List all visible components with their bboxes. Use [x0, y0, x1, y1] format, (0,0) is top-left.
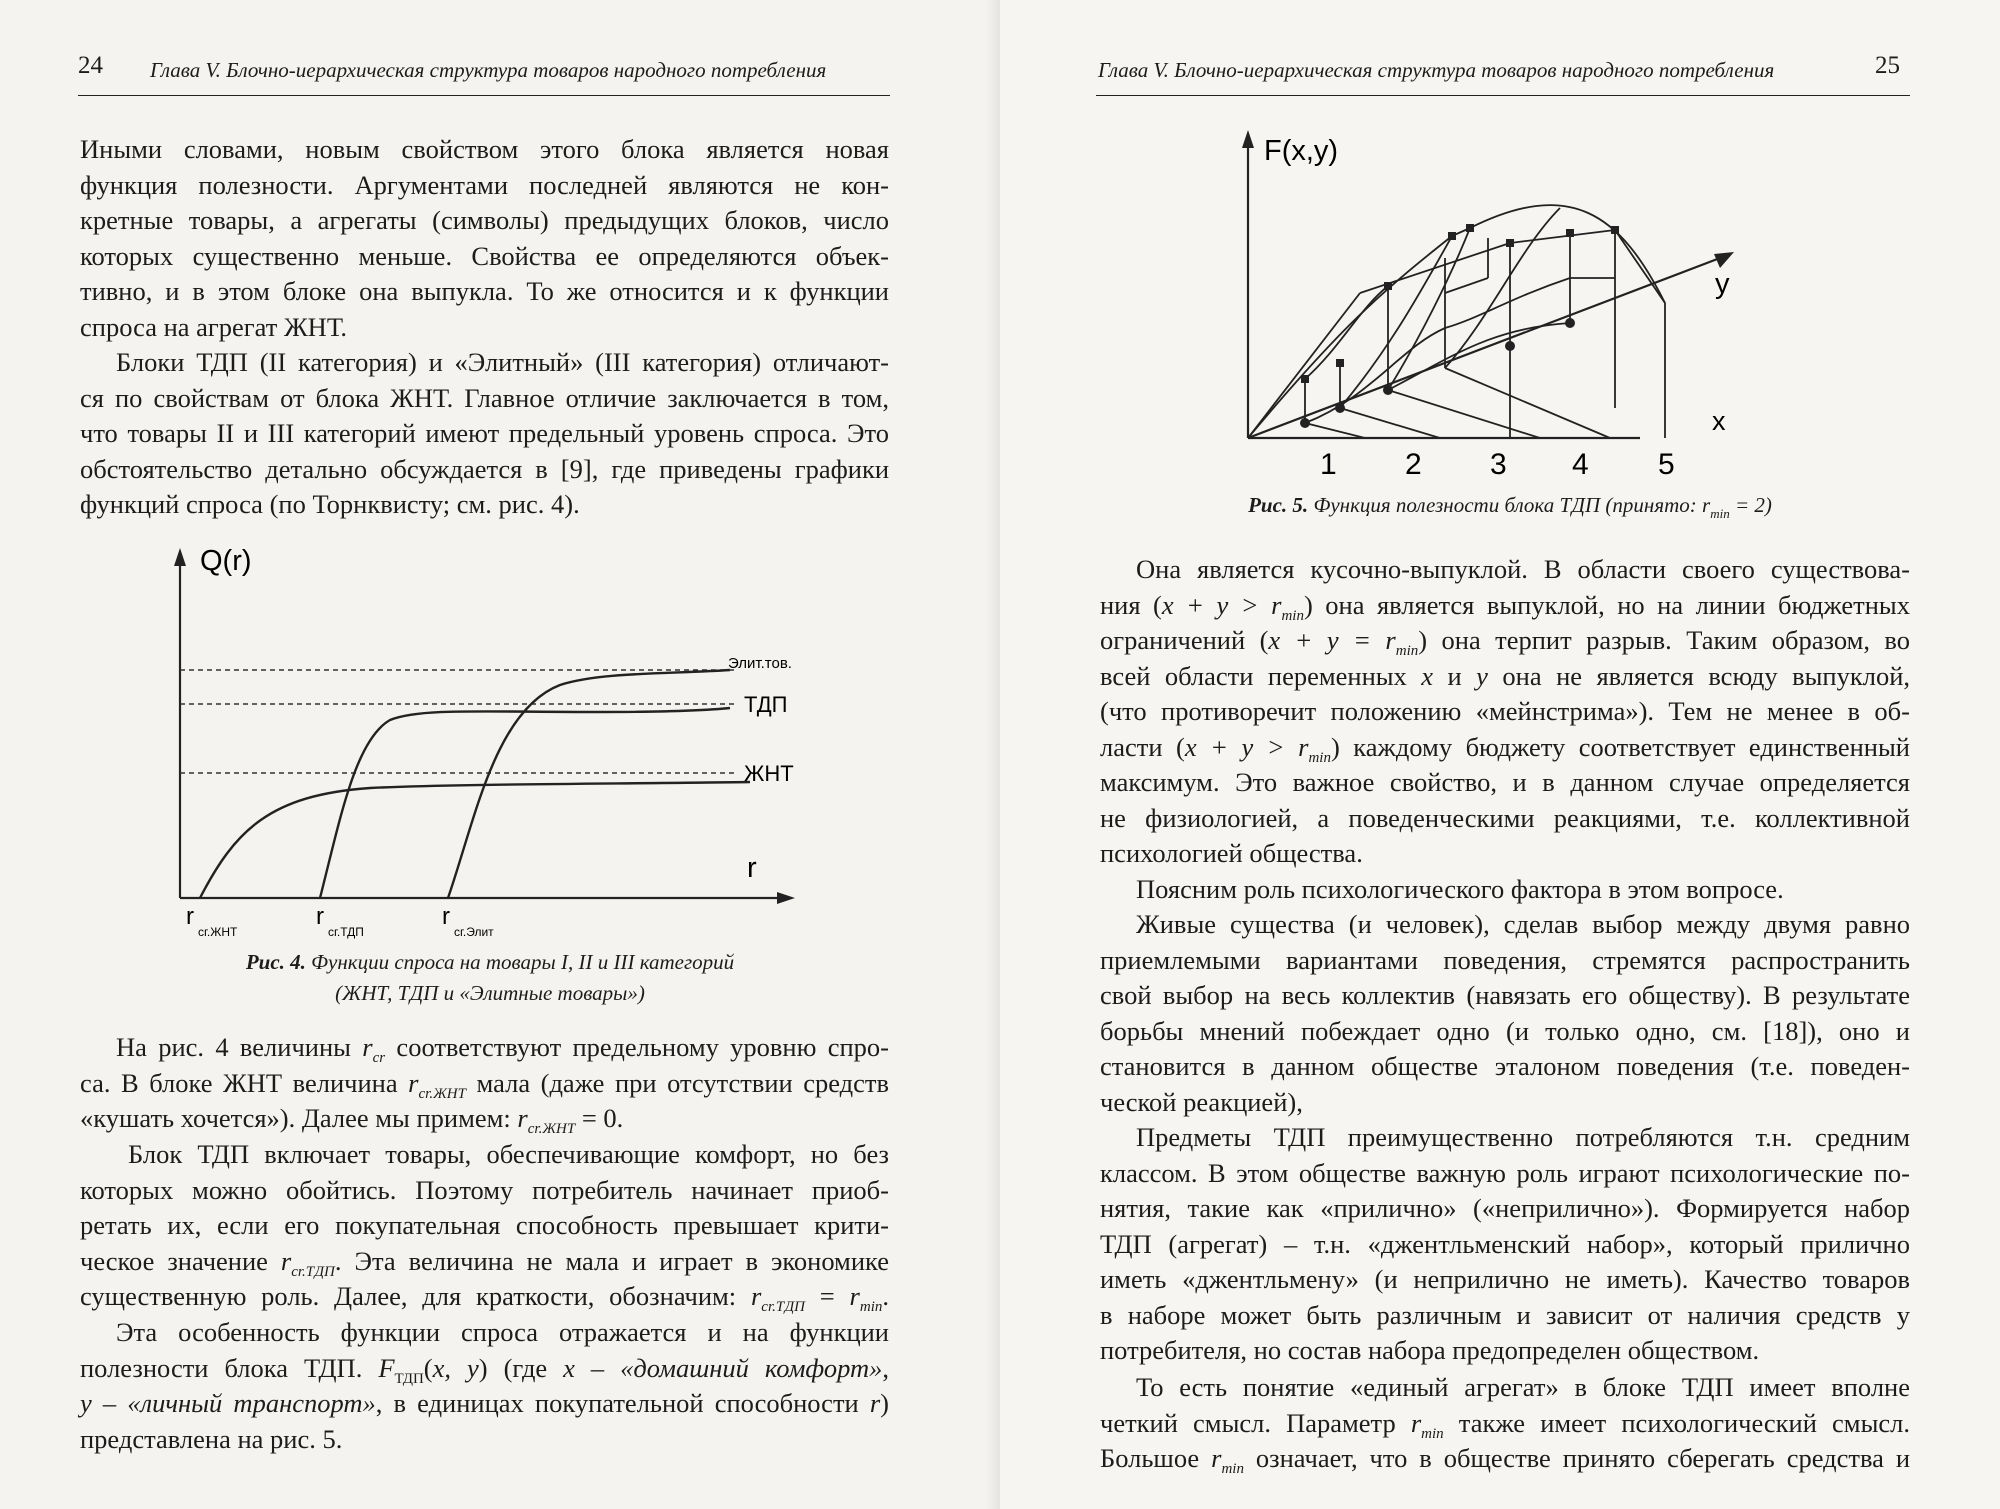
running-head: Глава V. Блочно-иерархическая структура товаров народного потребления — [1098, 58, 1775, 82]
base-point-marker — [1565, 318, 1575, 328]
text-line: ограничений $(x + y = r_{min})$ она терпит разрыв. Таким образом, во — [1100, 625, 1910, 659]
tick-r-elite: r — [442, 903, 450, 930]
paragraph — [1100, 1370, 1910, 1477]
y-axis-label: Q(r) — [200, 545, 252, 577]
max-point-marker — [1301, 375, 1309, 383]
y-axis-label: y — [1715, 268, 1730, 300]
figure-4-caption — [150, 947, 830, 1009]
utility-surface-mesh — [1248, 205, 1665, 438]
base-point-marker — [1335, 403, 1345, 413]
f-axis-label: F(x,y) — [1264, 135, 1339, 167]
text-line: функций спроса (по Торнквисту; см. рис. 4). — [80, 489, 580, 519]
text-line: Блок ТДП включает товары, обеспечивающие комфорт, но без — [128, 1139, 889, 1169]
paragraph — [1100, 1120, 1910, 1369]
x-axis-arrow — [777, 892, 795, 904]
text-line: То есть понятие «единый агрегат» в блоке ТДП имеет вполне — [1136, 1372, 1910, 1402]
caption-sub: min — [1710, 506, 1730, 521]
figure-4 — [150, 540, 830, 940]
left-header — [78, 52, 888, 98]
caption-label: Рис. 4. — [245, 950, 306, 974]
tdp-curve — [320, 708, 730, 898]
x-axis-label: x — [1712, 406, 1726, 436]
max-point-marker — [1466, 224, 1474, 232]
text-line: На рис. 4 величины $r_{cr}$ соответствуют предельному уровню спро- — [116, 1032, 889, 1066]
figure-5 — [1220, 118, 1780, 478]
paragraph — [80, 1137, 889, 1315]
text-line: психологией общества. — [1100, 838, 1363, 868]
right-header — [1098, 52, 1910, 98]
text-line: ния $(x + y > r_{min})$ она является выпуклой, но на линии бюджетных — [1100, 589, 1910, 624]
text-line: Большое $r_{min}$ означает, что в обществе принято сберегать средства и — [1100, 1443, 1910, 1477]
tick-r-zhnt: r — [186, 903, 194, 930]
text-line: ласти $(x + y > r_{min})$ каждому бюджету соответствует единственный — [1100, 731, 1910, 766]
paragraph — [1100, 552, 1910, 872]
text-line: которых можно обойтись. Поэтому потребитель начинает приоб- — [80, 1174, 889, 1205]
tick-sub-elite: сг.Элит — [454, 925, 494, 939]
paragraph — [80, 132, 889, 345]
x-tick-label: 1 — [1320, 448, 1337, 478]
max-point-marker — [1566, 229, 1574, 237]
figure-5-caption — [1160, 490, 1860, 529]
text-line: полезности блока ТДП. $F_{ТДП}(x$, y) (где x – «домашний комфорт», — [80, 1352, 890, 1387]
text-line: максимум. Это важное свойство, и в данном случае определяется — [1100, 767, 1910, 797]
paragraph — [80, 1030, 889, 1137]
tick-sub-tdp: сг.ТДП — [328, 925, 364, 939]
mesh-edge — [1305, 423, 1510, 438]
text-line: классом. В этом обществе важную роль играют психологические по- — [1100, 1157, 1910, 1188]
base-point-marker — [1383, 385, 1393, 395]
y-axis-arrow — [174, 548, 186, 566]
base-point-marker — [1505, 341, 1515, 351]
caption-text: Функция полезности блока ТДП (принято: — [1313, 493, 1703, 517]
text-line: не физиологией, а поведенческими реакциями, т.е. коллективной — [1100, 802, 1910, 833]
mesh-edge — [1445, 278, 1488, 293]
text-line: Блоки ТДП (II категория) и «Элитный» (III категория) отличают- — [116, 347, 889, 377]
text-line: борьбы мнений побеждает одно (и только одно, см. [18]), оно и — [1100, 1015, 1910, 1046]
caption-text: (ЖНТ, ТДП и «Элитные товары») — [335, 981, 645, 1005]
text-line: Живые существа (и человек), сделав выбор между двумя равно — [1136, 909, 1910, 939]
caption-var: r — [1702, 493, 1711, 517]
text-line: са. В блоке ЖНТ величина $r_{cr.ЖНТ}$ мала (даже при отсутствии средств — [80, 1067, 889, 1102]
text-line: которых существенно меньше. Свойства ее определяются объек- — [80, 240, 889, 271]
text-line: (что противоречит положению «мейнстрима»). Тем не менее в об- — [1100, 696, 1910, 726]
text-line: Эта особенность функции спроса отражается и на функции — [116, 1317, 889, 1347]
text-line: спроса на агрегат ЖНТ. — [80, 311, 347, 342]
paragraph — [1100, 872, 1910, 908]
text-line: «кушать хочется»). Далее мы примем: $r_{cr.ЖНТ} = 0$. — [80, 1103, 624, 1137]
max-point-marker — [1506, 239, 1514, 247]
text-line: свой выбор на весь коллектив (навязать его обществу). В результате — [1100, 980, 1910, 1010]
text-line: ческой реакцией), — [1100, 1086, 1303, 1117]
x-tick-label: 4 — [1572, 448, 1589, 478]
text-line: представлена на рис. 5. — [80, 1423, 343, 1454]
text-line: приемлемыми вариантами поведения, стремятся распространить — [1100, 944, 1910, 975]
text-line: Она является кусочно-выпуклой. В области своего существова- — [1136, 554, 1910, 584]
y-axis-arrow — [1714, 252, 1734, 268]
mesh-edge — [1445, 278, 1570, 328]
text-line: четкий смысл. Параметр $r_{min}$ также имеет психологический смысл. — [1100, 1407, 1910, 1442]
mesh-edge — [1248, 236, 1452, 438]
mesh-edge — [1445, 368, 1610, 438]
max-point-marker — [1448, 232, 1456, 240]
tick-r-tdp: r — [316, 903, 324, 930]
utility-function-3d-chart — [1220, 118, 1780, 478]
mesh-edge — [1388, 323, 1570, 390]
max-point-marker — [1336, 359, 1344, 367]
text-line: Предметы ТДП преимущественно потребляются т.н. средним — [1136, 1122, 1910, 1152]
text-line: ся по свойствам от блока ЖНТ. Главное отличие заключается в том, — [80, 382, 889, 413]
zhnt-level-label: ЖНТ — [744, 761, 794, 786]
text-line: ческое значение $r_{cr.ТДП}$. Эта величина не мала и играет в экономике — [80, 1245, 889, 1280]
paragraph — [80, 1315, 889, 1457]
mesh-edge — [1388, 228, 1470, 390]
x-tick-label: 5 — [1658, 448, 1675, 478]
mesh-edge — [1470, 205, 1665, 303]
mesh-edge — [1340, 408, 1440, 438]
text-line: что товары II и III категорий имеют предельный уровень спроса. Это — [80, 418, 889, 448]
text-line: кретные товары, а агрегаты (символы) предыдущих блоков, число — [80, 205, 889, 235]
mesh-edge — [1510, 230, 1615, 243]
page-number: 24 — [78, 52, 103, 79]
paragraph — [1100, 907, 1910, 1120]
text-line: нятия, такие как «прилично» («неприлично»). Формируется набор — [1100, 1193, 1910, 1223]
page-number: 25 — [1875, 52, 1900, 79]
f-axis-arrow — [1242, 130, 1254, 148]
text-line: Поясним роль психологического фактора в этом вопросе. — [1136, 874, 1784, 904]
header-rule — [78, 95, 890, 96]
text-line: иметь «джентльмену» (и неприлично не иметь). Качество товаров — [1100, 1264, 1910, 1294]
text-line: всей области переменных x и y она не является всюду выпуклой, — [1100, 660, 1911, 691]
text-line: тивно, и в этом блоке она выпукла. То же относится и к функции — [80, 276, 889, 306]
base-point-marker — [1300, 418, 1310, 428]
caption-label: Рис. 5. — [1248, 493, 1309, 517]
tick-sub-zhnt: сг.ЖНТ — [198, 925, 238, 939]
y-axis — [1248, 258, 1720, 438]
x-tick-label: 3 — [1490, 448, 1507, 478]
tdp-level-label: ТДП — [744, 692, 788, 717]
text-line: ТДП (агрегат) – т.н. «джентльменский набор», который прилично — [1100, 1228, 1910, 1259]
mesh-edge — [1615, 230, 1665, 303]
x-tick-label: 2 — [1405, 448, 1422, 478]
text-line: y – «личный транспорт», в единицах покупательной способности r) — [80, 1388, 889, 1418]
demand-functions-chart — [150, 540, 830, 940]
right-page — [1000, 0, 2000, 1509]
paragraph — [80, 345, 889, 523]
header-rule — [1096, 95, 1910, 96]
max-point-marker — [1611, 226, 1619, 234]
text-line: существенную роль. Далее, для краткости, обозначим: $r_{cr.ТДП} = r_{min}$. — [80, 1281, 889, 1315]
x-axis-label: r — [747, 852, 757, 884]
elite-level-label: Элит.тов. — [728, 655, 792, 672]
text-line: становится в данном обществе эталоном поведения (т.е. поведен- — [1100, 1051, 1910, 1081]
zhnt-curve — [200, 782, 750, 898]
text-line: Иными словами, новым свойством этого блока является новая — [80, 134, 889, 164]
text-line: ретать их, если его покупательная способность превышает крити- — [80, 1210, 889, 1240]
text-line: функция полезности. Аргументами последней являются не кон- — [80, 169, 889, 200]
max-point-marker — [1384, 282, 1392, 290]
text-line: обстоятельство детально обсуждается в [9], где приведены графики — [80, 453, 889, 484]
text-line: потребителя, но состав набора предопределен обществом. — [1100, 1335, 1760, 1365]
running-head: Глава V. Блочно-иерархическая структура товаров народного потребления — [150, 58, 827, 82]
mesh-edge — [1388, 390, 1540, 438]
text-line: в наборе может быть различным и зависит от наличия средств у — [1100, 1299, 1910, 1330]
caption-text: = 2) — [1729, 493, 1772, 517]
caption-text: Функции спроса на товары I, II и III категорий — [311, 950, 735, 974]
